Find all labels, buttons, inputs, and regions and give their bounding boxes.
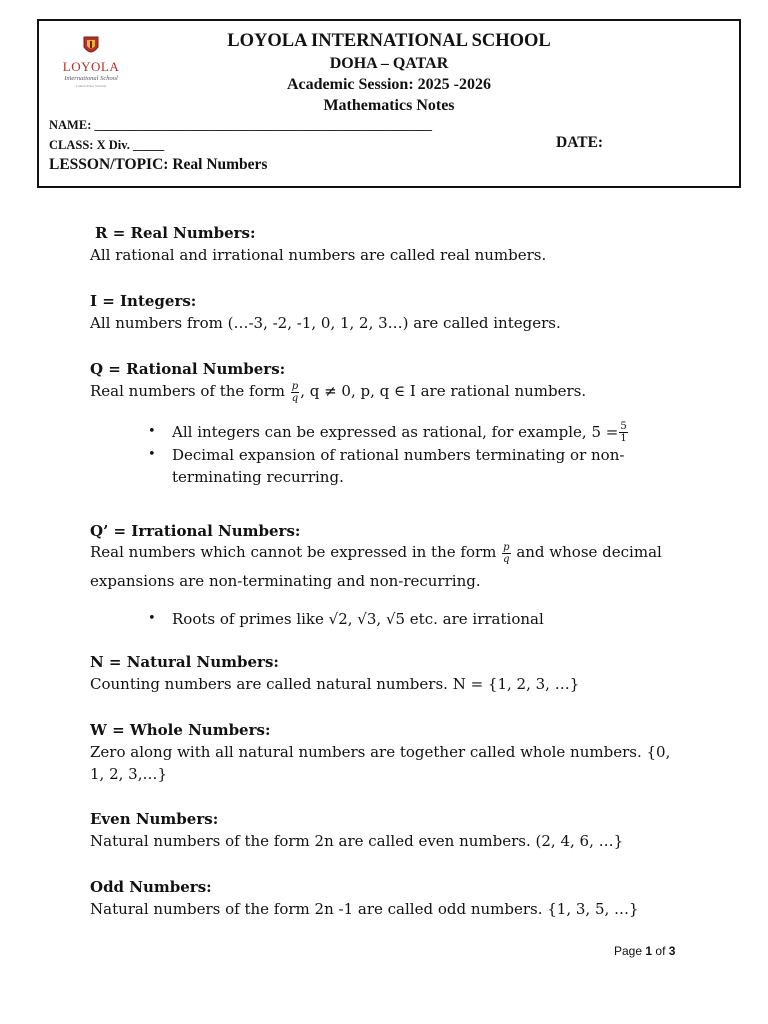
header-box — [37, 19, 741, 188]
section-odd — [90, 876, 710, 920]
section-text — [90, 538, 710, 596]
academic-session: Academic Session: 2025 -2026 — [287, 76, 491, 93]
fraction-5-over-1 — [619, 421, 627, 444]
section-text: All numbers from (…-3, -2, -1, 0, 1, 2, 3…) are called integers. — [90, 314, 561, 332]
section-text: Counting numbers are called natural numbers. N = {1, 2, 3, …} — [90, 675, 580, 693]
name-field: NAME: ______________________________________________________ — [49, 118, 432, 132]
header-titles — [39, 29, 739, 116]
section-title: Q’ = Irrational Numbers: — [90, 522, 301, 540]
section-text: All rational and irrational numbers are called real numbers. — [90, 246, 547, 264]
section-title: R = Real Numbers: — [95, 224, 256, 242]
text-part: and whose decimal expansions are non-terminating and non-recurring. — [90, 543, 662, 590]
section-title: W = Whole Numbers: — [90, 721, 271, 739]
section-text: Natural numbers of the form 2n -1 are called odd numbers. {1, 3, 5, …} — [90, 900, 639, 918]
section-rational — [90, 358, 710, 488]
text-part: , q ≠ 0, p, q ∈ I are rational numbers. — [300, 382, 587, 400]
rational-bullets — [90, 421, 710, 489]
list-item: • Decimal expansion of rational numbers terminating or non-terminating recurring. — [172, 444, 710, 488]
section-text — [90, 380, 710, 404]
subject-title: Mathematics Notes — [323, 97, 455, 114]
fraction-denominator: q — [503, 553, 510, 565]
section-text: Zero along with all natural numbers are together called whole numbers. {0, 1, 2, 3,…} — [90, 743, 671, 783]
section-whole — [90, 719, 710, 785]
fraction-numerator: p — [503, 541, 510, 553]
lesson-topic: LESSON/TOPIC: Real Numbers — [49, 156, 268, 173]
list-item: • Roots of primes like √2, √3, √5 etc. are irrational — [172, 608, 710, 630]
section-text: Natural numbers of the form 2n are called even numbers. (2, 4, 6, …} — [90, 832, 624, 850]
section-real — [90, 222, 710, 266]
irrational-bullets — [90, 608, 710, 630]
text-part: All integers can be expressed as rational, for example, 5 = — [172, 422, 619, 441]
logo-motto: Lumen Fides Scientia — [75, 84, 107, 88]
text-part: Real numbers which cannot be expressed in the form — [90, 543, 502, 561]
section-irrational — [90, 520, 710, 630]
fraction-numerator: p — [291, 380, 299, 392]
fraction-denominator: 1 — [620, 433, 627, 444]
section-natural — [90, 651, 710, 695]
logo-subtitle: International School — [64, 75, 118, 82]
city: DOHA – QATAR — [329, 55, 449, 72]
fraction-denominator: q — [291, 392, 299, 404]
school-name: LOYOLA INTERNATIONAL SCHOOL — [227, 31, 551, 51]
current-page: 1 — [645, 944, 653, 958]
section-even — [90, 808, 710, 852]
list-item — [172, 421, 710, 445]
section-title: Odd Numbers: — [90, 878, 212, 896]
section-title: N = Natural Numbers: — [90, 653, 279, 671]
fraction-numerator: 5 — [620, 421, 627, 432]
section-title: I = Integers: — [90, 292, 197, 310]
total-pages: 3 — [668, 944, 676, 958]
section-title: Even Numbers: — [90, 810, 219, 828]
page-word: Page — [614, 944, 643, 958]
date-field: DATE: — [556, 134, 604, 151]
fraction-p-over-q — [291, 381, 299, 404]
section-title: Q = Rational Numbers: — [90, 360, 286, 378]
text-part: Real numbers of the form — [90, 382, 290, 400]
logo-name: LOYOLA — [62, 59, 120, 74]
class-field: CLASS: X Div. _____ — [49, 138, 165, 152]
fraction-p-over-q — [502, 542, 510, 565]
page-number — [614, 944, 675, 958]
of-word: of — [655, 944, 666, 958]
section-integers — [90, 290, 710, 334]
